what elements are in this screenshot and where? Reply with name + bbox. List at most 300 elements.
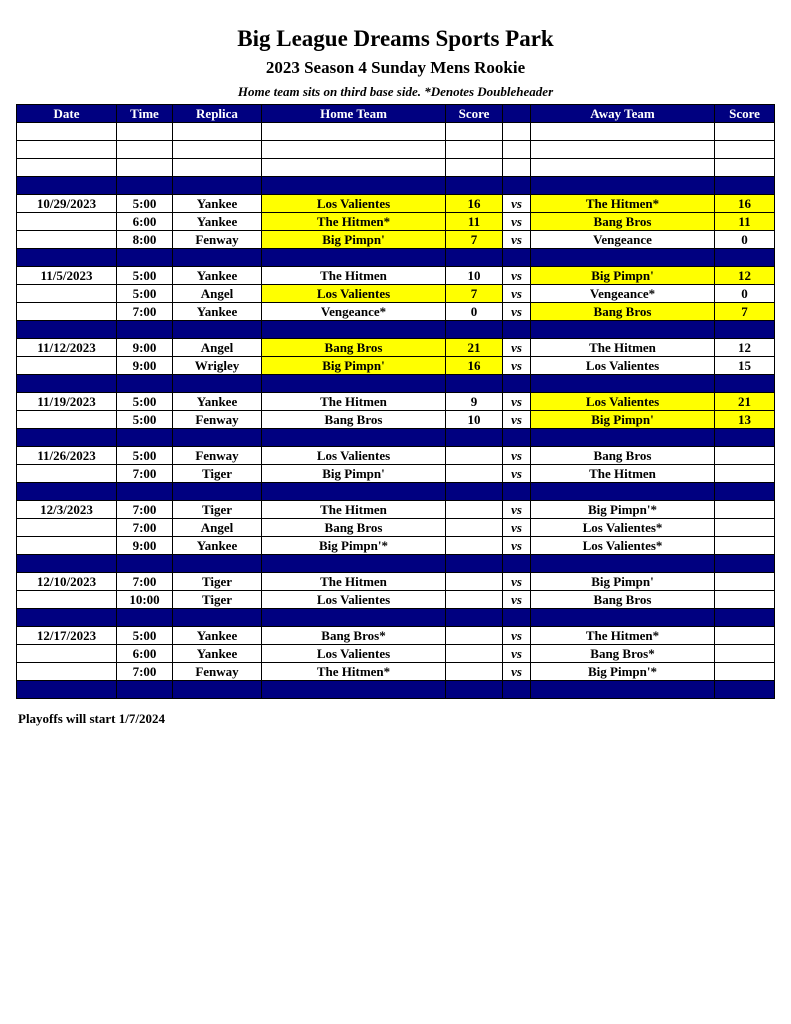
date-cell [17, 645, 117, 663]
home-team-cell: Big Pimpn'* [262, 537, 446, 555]
date-cell: 10/29/2023 [17, 195, 117, 213]
replica-cell: Yankee [173, 303, 262, 321]
away-score-cell: 16 [715, 195, 775, 213]
separator-cell [262, 429, 446, 447]
separator-cell [17, 429, 117, 447]
time-cell: 8:00 [117, 231, 173, 249]
vs-cell [503, 141, 531, 159]
date-separator-row [17, 321, 775, 339]
away-score-cell [715, 159, 775, 177]
away-score-cell [715, 537, 775, 555]
date-cell: 12/17/2023 [17, 627, 117, 645]
away-team-cell: The Hitmen [531, 339, 715, 357]
table-row [17, 447, 775, 465]
separator-cell [446, 681, 503, 699]
separator-cell [173, 429, 262, 447]
home-team-cell: Los Valientes [262, 447, 446, 465]
away-team-cell: Big Pimpn'* [531, 663, 715, 681]
separator-cell [531, 609, 715, 627]
vs-cell: vs [503, 627, 531, 645]
away-team-cell: Big Pimpn'* [531, 501, 715, 519]
time-cell [117, 159, 173, 177]
time-cell [117, 141, 173, 159]
home-team-cell: Los Valientes [262, 195, 446, 213]
separator-cell [173, 609, 262, 627]
vs-cell: vs [503, 591, 531, 609]
replica-cell: Tiger [173, 573, 262, 591]
separator-cell [17, 483, 117, 501]
date-cell [17, 591, 117, 609]
separator-cell [17, 321, 117, 339]
home-team-cell: The Hitmen [262, 393, 446, 411]
home-score-cell [446, 519, 503, 537]
date-separator-row [17, 681, 775, 699]
separator-cell [173, 249, 262, 267]
away-score-cell: 13 [715, 411, 775, 429]
date-separator-row [17, 483, 775, 501]
away-score-cell: 21 [715, 393, 775, 411]
replica-cell [173, 123, 262, 141]
date-cell: 12/10/2023 [17, 573, 117, 591]
time-cell: 5:00 [117, 447, 173, 465]
away-score-cell [715, 465, 775, 483]
table-row [17, 537, 775, 555]
home-score-cell [446, 501, 503, 519]
separator-cell [503, 681, 531, 699]
date-separator-row [17, 609, 775, 627]
home-team-cell: Big Pimpn' [262, 231, 446, 249]
date-cell [17, 123, 117, 141]
home-score-cell [446, 537, 503, 555]
separator-cell [503, 555, 531, 573]
home-score-cell [446, 447, 503, 465]
away-score-cell [715, 141, 775, 159]
vs-cell: vs [503, 447, 531, 465]
home-team-cell: Vengeance* [262, 303, 446, 321]
away-score-cell [715, 663, 775, 681]
separator-cell [173, 321, 262, 339]
separator-cell [117, 681, 173, 699]
table-row [17, 123, 775, 141]
vs-cell: vs [503, 339, 531, 357]
away-team-cell: Big Pimpn' [531, 573, 715, 591]
replica-cell: Yankee [173, 645, 262, 663]
separator-cell [715, 609, 775, 627]
date-cell: 11/5/2023 [17, 267, 117, 285]
separator-cell [446, 483, 503, 501]
replica-cell: Angel [173, 519, 262, 537]
home-score-cell: 16 [446, 195, 503, 213]
separator-cell [117, 609, 173, 627]
date-separator-row [17, 375, 775, 393]
separator-cell [531, 681, 715, 699]
home-score-cell: 7 [446, 231, 503, 249]
date-cell [17, 357, 117, 375]
away-team-cell: Bang Bros [531, 303, 715, 321]
away-score-cell: 12 [715, 267, 775, 285]
separator-cell [503, 321, 531, 339]
home-team-cell: Los Valientes [262, 645, 446, 663]
home-score-cell [446, 465, 503, 483]
home-score-cell: 16 [446, 357, 503, 375]
vs-cell: vs [503, 213, 531, 231]
away-team-cell: Los Valientes [531, 357, 715, 375]
away-score-cell [715, 627, 775, 645]
vs-cell: vs [503, 285, 531, 303]
separator-cell [531, 483, 715, 501]
away-team-cell [531, 141, 715, 159]
replica-cell: Fenway [173, 231, 262, 249]
replica-cell: Yankee [173, 213, 262, 231]
date-cell: 12/3/2023 [17, 501, 117, 519]
separator-cell [262, 249, 446, 267]
home-score-cell: 21 [446, 339, 503, 357]
replica-cell: Tiger [173, 465, 262, 483]
separator-cell [262, 555, 446, 573]
date-cell [17, 231, 117, 249]
home-score-cell [446, 573, 503, 591]
home-team-cell: Bang Bros [262, 519, 446, 537]
time-cell: 6:00 [117, 645, 173, 663]
replica-cell: Angel [173, 339, 262, 357]
away-team-cell: Los Valientes* [531, 537, 715, 555]
time-cell: 5:00 [117, 267, 173, 285]
separator-cell [531, 555, 715, 573]
replica-cell: Angel [173, 285, 262, 303]
replica-cell: Fenway [173, 663, 262, 681]
separator-cell [173, 177, 262, 195]
vs-cell: vs [503, 663, 531, 681]
time-cell: 5:00 [117, 627, 173, 645]
separator-cell [262, 483, 446, 501]
home-team-cell [262, 123, 446, 141]
away-team-cell [531, 123, 715, 141]
vs-cell: vs [503, 519, 531, 537]
away-team-cell: Big Pimpn' [531, 411, 715, 429]
away-team-cell: Los Valientes [531, 393, 715, 411]
separator-cell [117, 555, 173, 573]
vs-cell: vs [503, 411, 531, 429]
vs-cell: vs [503, 393, 531, 411]
home-team-cell: Los Valientes [262, 285, 446, 303]
replica-cell: Yankee [173, 267, 262, 285]
time-cell: 7:00 [117, 519, 173, 537]
separator-cell [262, 321, 446, 339]
header-home-score: Score [446, 105, 503, 123]
replica-cell: Yankee [173, 627, 262, 645]
separator-cell [262, 375, 446, 393]
page-subtitle: 2023 Season 4 Sunday Mens Rookie [265, 58, 526, 77]
separator-cell [17, 177, 117, 195]
home-score-cell: 11 [446, 213, 503, 231]
separator-cell [17, 249, 117, 267]
home-team-cell: The Hitmen* [262, 663, 446, 681]
replica-cell [173, 159, 262, 177]
table-row [17, 339, 775, 357]
replica-cell: Wrigley [173, 357, 262, 375]
date-cell [17, 141, 117, 159]
home-score-cell [446, 663, 503, 681]
vs-cell [503, 159, 531, 177]
separator-cell [715, 249, 775, 267]
separator-cell [531, 249, 715, 267]
date-cell [17, 411, 117, 429]
separator-cell [446, 249, 503, 267]
vs-cell: vs [503, 357, 531, 375]
time-cell: 7:00 [117, 501, 173, 519]
time-cell: 7:00 [117, 663, 173, 681]
time-cell: 5:00 [117, 411, 173, 429]
away-team-cell: Los Valientes* [531, 519, 715, 537]
separator-cell [531, 429, 715, 447]
table-row [17, 303, 775, 321]
header-date: Date [17, 105, 117, 123]
replica-cell: Yankee [173, 537, 262, 555]
date-cell: 11/12/2023 [17, 339, 117, 357]
time-cell: 9:00 [117, 339, 173, 357]
time-cell: 9:00 [117, 537, 173, 555]
header-vs [503, 105, 531, 123]
away-team-cell: Bang Bros* [531, 645, 715, 663]
table-row [17, 591, 775, 609]
table-row [17, 159, 775, 177]
separator-cell [17, 555, 117, 573]
date-cell: 11/26/2023 [17, 447, 117, 465]
home-team-cell: The Hitmen [262, 501, 446, 519]
vs-cell: vs [503, 645, 531, 663]
home-team-cell: The Hitmen* [262, 213, 446, 231]
table-row [17, 393, 775, 411]
home-team-cell: Big Pimpn' [262, 357, 446, 375]
date-separator-row [17, 555, 775, 573]
table-row [17, 285, 775, 303]
header-away-score: Score [715, 105, 775, 123]
separator-cell [715, 681, 775, 699]
date-cell [17, 537, 117, 555]
separator-cell [503, 249, 531, 267]
table-row [17, 213, 775, 231]
table-row [17, 141, 775, 159]
home-score-cell [446, 159, 503, 177]
separator-cell [446, 609, 503, 627]
separator-cell [446, 429, 503, 447]
separator-cell [446, 375, 503, 393]
date-cell [17, 213, 117, 231]
separator-cell [715, 177, 775, 195]
vs-cell: vs [503, 303, 531, 321]
time-cell: 7:00 [117, 573, 173, 591]
vs-cell: vs [503, 573, 531, 591]
vs-cell: vs [503, 465, 531, 483]
separator-cell [117, 177, 173, 195]
date-cell [17, 285, 117, 303]
table-row [17, 519, 775, 537]
time-cell: 9:00 [117, 357, 173, 375]
away-score-cell: 0 [715, 231, 775, 249]
home-score-cell: 10 [446, 411, 503, 429]
table-row [17, 645, 775, 663]
away-score-cell [715, 519, 775, 537]
separator-cell [503, 483, 531, 501]
separator-cell [17, 609, 117, 627]
vs-cell: vs [503, 501, 531, 519]
home-score-cell: 9 [446, 393, 503, 411]
home-score-cell [446, 123, 503, 141]
date-separator-row [17, 429, 775, 447]
date-cell: 11/19/2023 [17, 393, 117, 411]
table-row [17, 411, 775, 429]
playoffs-note: Playoffs will start 1/7/2024 [18, 711, 165, 726]
away-score-cell: 0 [715, 285, 775, 303]
separator-cell [715, 429, 775, 447]
replica-cell: Yankee [173, 195, 262, 213]
replica-cell: Tiger [173, 501, 262, 519]
table-row [17, 195, 775, 213]
schedule-note: Home team sits on third base side. *Denotes Doubleheader [237, 84, 554, 99]
away-score-cell [715, 573, 775, 591]
separator-cell [17, 681, 117, 699]
away-team-cell: Vengeance* [531, 285, 715, 303]
table-row [17, 663, 775, 681]
home-score-cell: 7 [446, 285, 503, 303]
vs-cell: vs [503, 195, 531, 213]
separator-cell [503, 609, 531, 627]
replica-cell [173, 141, 262, 159]
home-team-cell [262, 141, 446, 159]
home-team-cell [262, 159, 446, 177]
separator-cell [117, 375, 173, 393]
table-row [17, 267, 775, 285]
separator-cell [262, 609, 446, 627]
schedule-table [16, 104, 775, 699]
replica-cell: Fenway [173, 447, 262, 465]
separator-cell [531, 177, 715, 195]
time-cell: 5:00 [117, 195, 173, 213]
away-team-cell: The Hitmen* [531, 195, 715, 213]
away-team-cell: The Hitmen* [531, 627, 715, 645]
away-team-cell: Vengeance [531, 231, 715, 249]
date-cell [17, 303, 117, 321]
away-team-cell: Bang Bros [531, 213, 715, 231]
separator-cell [117, 483, 173, 501]
replica-cell: Fenway [173, 411, 262, 429]
separator-cell [503, 177, 531, 195]
separator-cell [262, 681, 446, 699]
separator-cell [17, 375, 117, 393]
home-team-cell: Bang Bros [262, 339, 446, 357]
table-row [17, 465, 775, 483]
separator-cell [446, 177, 503, 195]
header-time: Time [117, 105, 173, 123]
separator-cell [446, 555, 503, 573]
table-row [17, 231, 775, 249]
separator-cell [531, 375, 715, 393]
away-score-cell [715, 591, 775, 609]
time-cell: 7:00 [117, 303, 173, 321]
table-row [17, 501, 775, 519]
date-cell [17, 159, 117, 177]
date-separator-row [17, 177, 775, 195]
separator-cell [173, 681, 262, 699]
vs-cell [503, 123, 531, 141]
away-score-cell [715, 447, 775, 465]
header-home-team: Home Team [262, 105, 446, 123]
separator-cell [715, 321, 775, 339]
separator-cell [503, 375, 531, 393]
home-score-cell [446, 627, 503, 645]
vs-cell: vs [503, 231, 531, 249]
away-score-cell: 7 [715, 303, 775, 321]
separator-cell [173, 483, 262, 501]
separator-cell [503, 429, 531, 447]
date-cell [17, 465, 117, 483]
table-row [17, 573, 775, 591]
date-cell [17, 663, 117, 681]
away-score-cell [715, 645, 775, 663]
table-row [17, 357, 775, 375]
separator-cell [117, 429, 173, 447]
time-cell: 7:00 [117, 465, 173, 483]
home-team-cell: Big Pimpn' [262, 465, 446, 483]
away-team-cell: The Hitmen [531, 465, 715, 483]
home-team-cell: The Hitmen [262, 267, 446, 285]
home-score-cell [446, 141, 503, 159]
separator-cell [262, 177, 446, 195]
replica-cell: Yankee [173, 393, 262, 411]
page-title: Big League Dreams Sports Park [237, 26, 554, 51]
away-team-cell: Bang Bros [531, 591, 715, 609]
home-score-cell [446, 645, 503, 663]
home-score-cell: 0 [446, 303, 503, 321]
vs-cell: vs [503, 537, 531, 555]
separator-cell [446, 321, 503, 339]
date-cell [17, 519, 117, 537]
home-team-cell: Bang Bros* [262, 627, 446, 645]
time-cell: 5:00 [117, 285, 173, 303]
time-cell: 5:00 [117, 393, 173, 411]
away-score-cell: 15 [715, 357, 775, 375]
away-score-cell [715, 501, 775, 519]
away-team-cell: Big Pimpn' [531, 267, 715, 285]
header-away-team: Away Team [531, 105, 715, 123]
time-cell [117, 123, 173, 141]
away-score-cell: 11 [715, 213, 775, 231]
vs-cell: vs [503, 267, 531, 285]
away-team-cell: Bang Bros [531, 447, 715, 465]
separator-cell [117, 321, 173, 339]
home-team-cell: The Hitmen [262, 573, 446, 591]
home-score-cell [446, 591, 503, 609]
replica-cell: Tiger [173, 591, 262, 609]
away-team-cell [531, 159, 715, 177]
header-replica: Replica [173, 105, 262, 123]
separator-cell [531, 321, 715, 339]
home-team-cell: Bang Bros [262, 411, 446, 429]
away-score-cell: 12 [715, 339, 775, 357]
date-separator-row [17, 249, 775, 267]
separator-cell [715, 555, 775, 573]
table-row [17, 627, 775, 645]
separator-cell [117, 249, 173, 267]
home-team-cell: Los Valientes [262, 591, 446, 609]
separator-cell [715, 375, 775, 393]
home-score-cell: 10 [446, 267, 503, 285]
separator-cell [173, 375, 262, 393]
away-score-cell [715, 123, 775, 141]
separator-cell [173, 555, 262, 573]
separator-cell [715, 483, 775, 501]
time-cell: 6:00 [117, 213, 173, 231]
